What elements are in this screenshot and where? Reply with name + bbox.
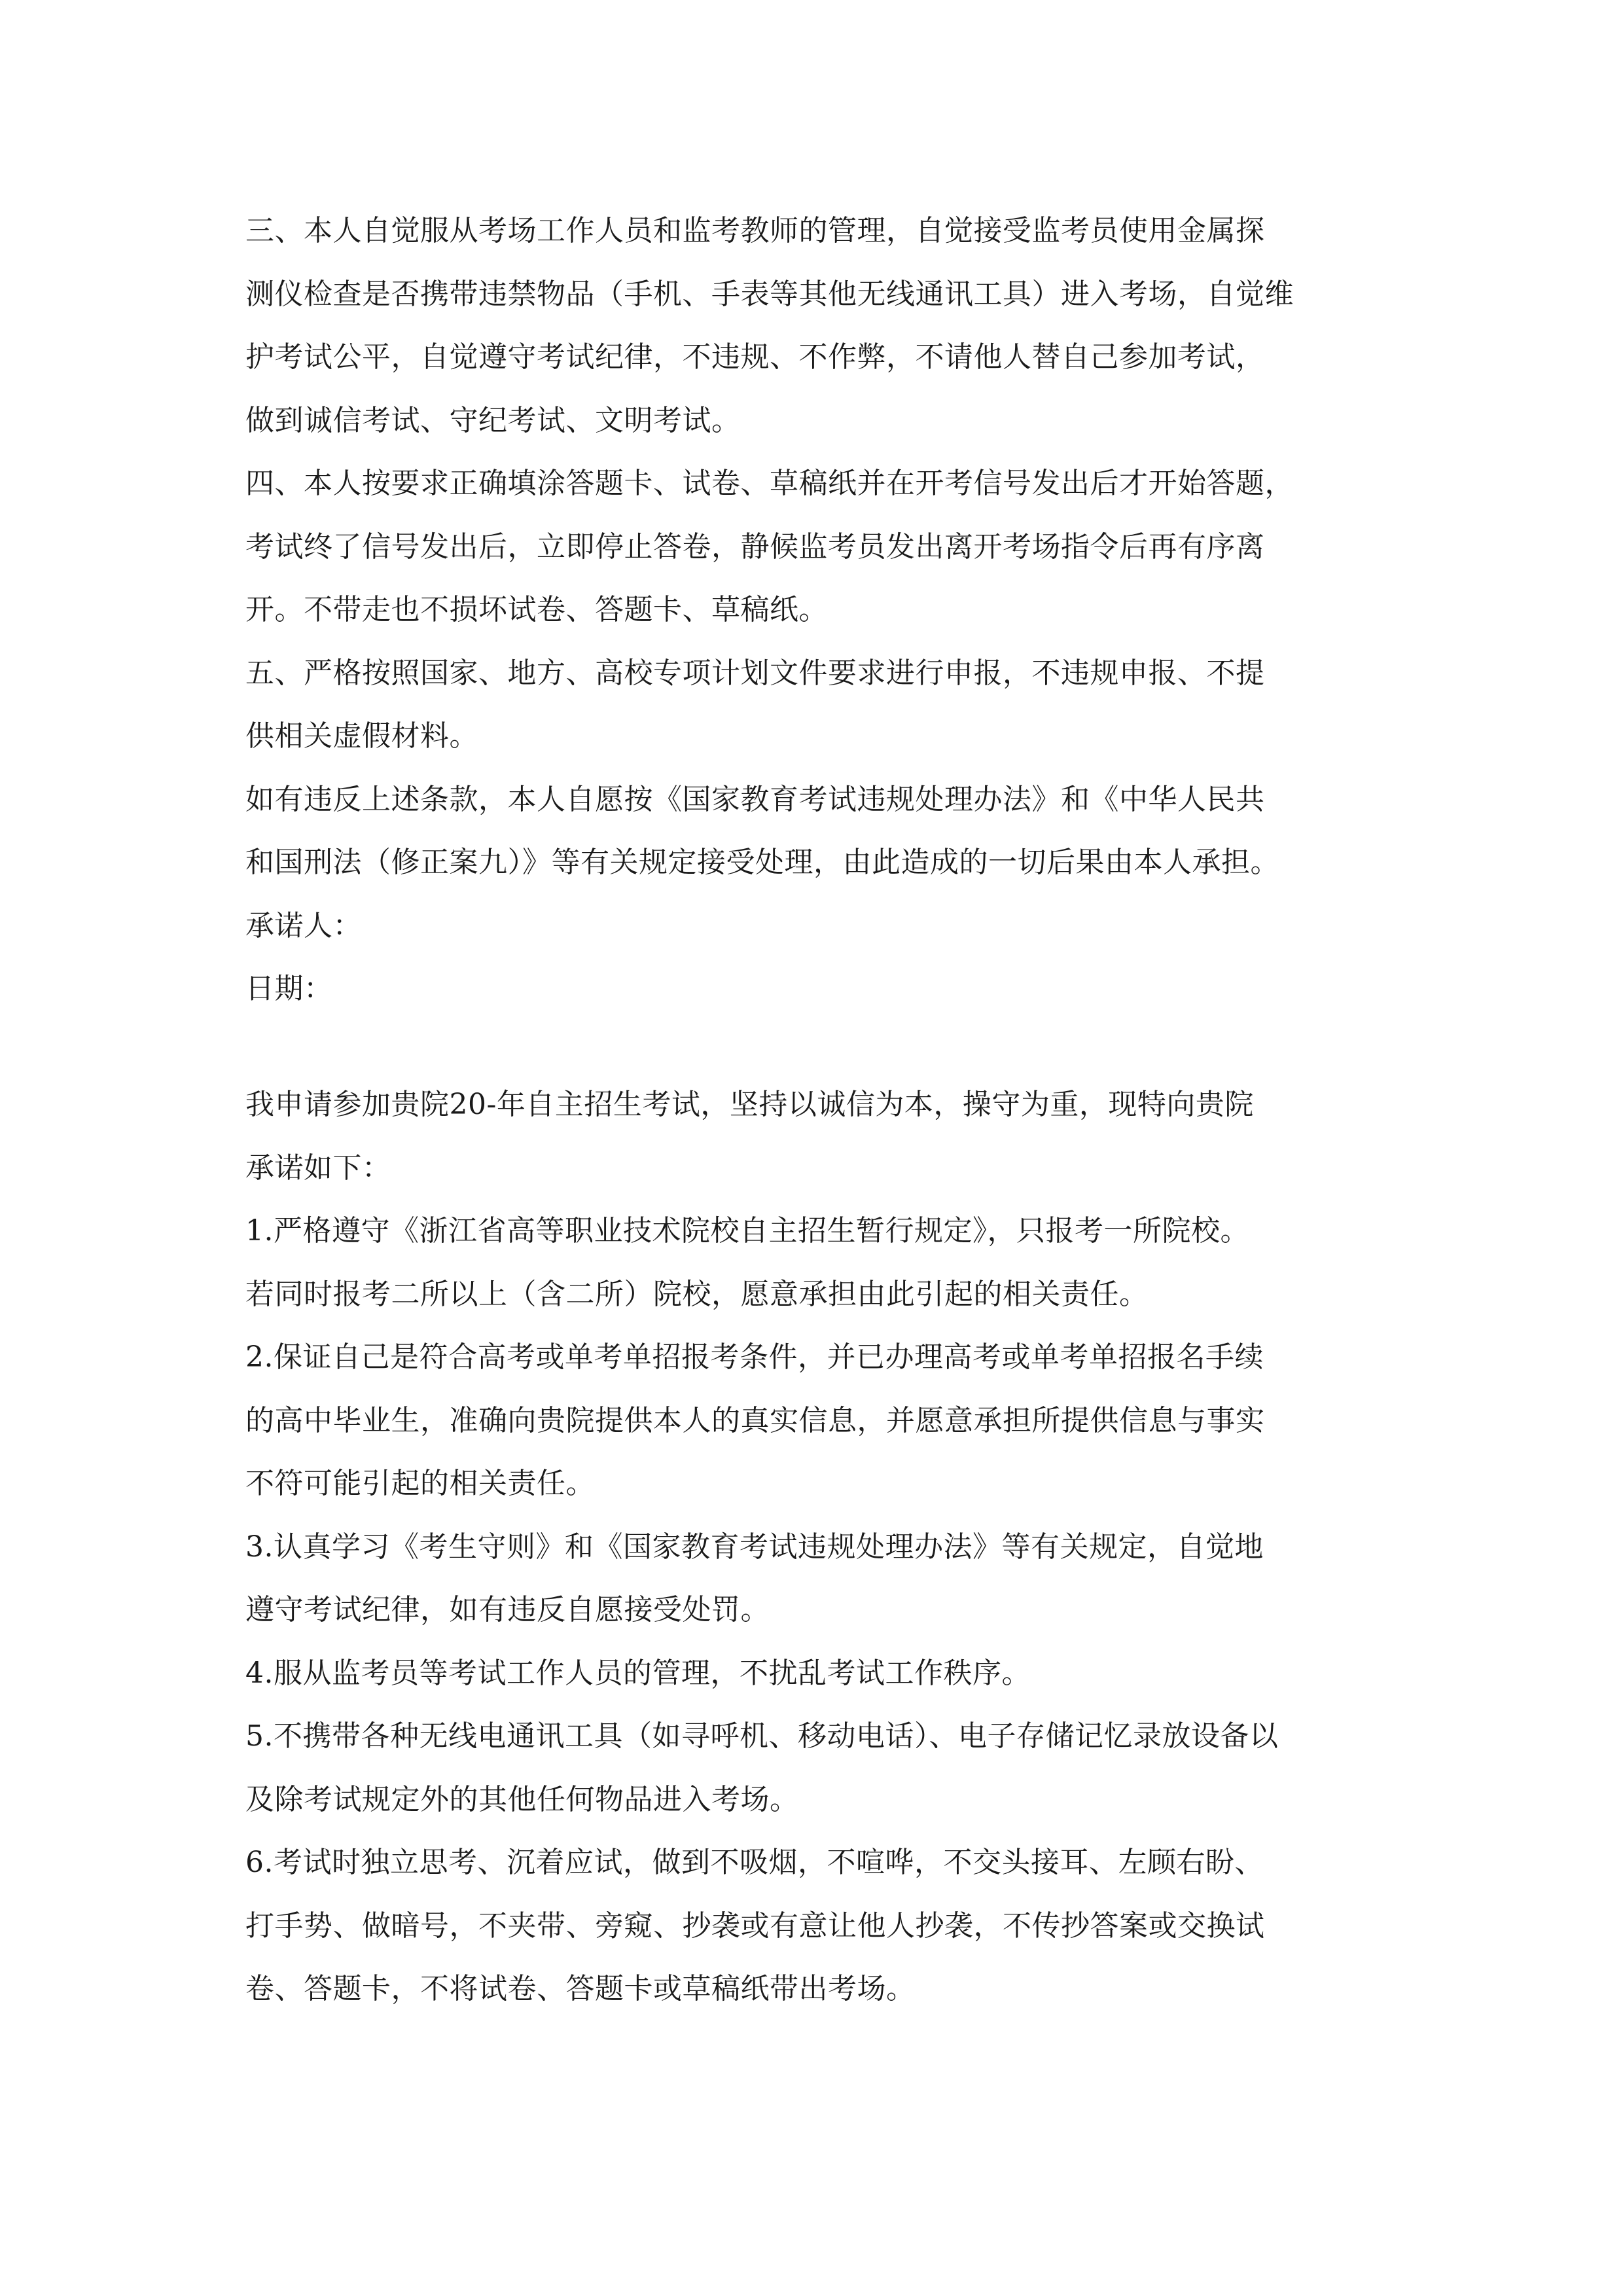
pledge-clauses-section [245,200,1391,1021]
text-line: 1.严格遵守《浙江省高等职业技术院校自主招生暂行规定》，只报考一所院校。 [245,1214,1249,1247]
date-label: 日期： [245,972,333,1005]
text-line: 做到诚信考试、守纪考试、文明考试。 [245,403,741,437]
text-line: 开。不带走也不损坏试卷、答题卡、草稿纸。 [245,593,828,626]
text-line: 承诺如下： [245,1151,391,1185]
text-line: 5.不携带各种无线电通讯工具（如寻呼机、移动电话）、电子存储记忆录放设备以 [245,1719,1279,1753]
text-line: 供相关虚假材料。 [245,719,478,753]
text-line: 如有违反上述条款，本人自愿按《国家教育考试违规处理办法》和《中华人民共 [245,782,1265,816]
text-line: 打手势、做暗号，不夹带、旁窥、抄袭或有意让他人抄袭，不传抄答案或交换试 [245,1909,1265,1943]
text-line: 2.保证自己是符合高考或单考单招报考条件，并已办理高考或单考单招报名手续 [245,1340,1264,1374]
text-line: 三、本人自觉服从考场工作人员和监考教师的管理，自觉接受监考员使用金属探 [245,214,1265,247]
signatory-label: 承诺人： [245,908,362,942]
text-line: 五、严格按照国家、地方、高校专项计划文件要求进行申报，不违规申报、不提 [245,656,1265,690]
text-line: 考试终了信号发出后，立即停止答卷，静候监考员发出离开考场指令后再有序离 [245,529,1265,564]
text-line: 四、本人按要求正确填涂答题卡、试卷、草稿纸并在开考信号发出后才开始答题， [245,467,1294,500]
text-line: 测仪检查是否携带违禁物品（手机、手表等其他无线通讯工具）进入考场，自觉维 [245,277,1294,311]
text-line: 的高中毕业生，准确向贵院提供本人的真实信息，并愿意承担所提供信息与事实 [245,1403,1265,1437]
text-line: 3.认真学习《考生守则》和《国家教育考试违规处理办法》等有关规定，自觉地 [245,1530,1264,1564]
text-line: 遵守考试纪律，如有违反自愿接受处罚。 [245,1593,770,1626]
text-line: 卷、答题卡，不将试卷、答题卡或草稿纸带出考场。 [245,1972,916,2005]
text-line: 护考试公平，自觉遵守考试纪律，不违规、不作弊，不请他人替自己参加考试， [245,340,1265,374]
text-line: 我申请参加贵院20-年自主招生考试，坚持以诚信为本，操守为重，现特向贵院 [245,1088,1254,1121]
text-line: 若同时报考二所以上（含二所）院校，愿意承担由此引起的相关责任。 [245,1277,1149,1311]
text-line: 及除考试规定外的其他任何物品进入考场。 [245,1782,799,1816]
text-line: 和国刑法（修正案九）》等有关规定接受处理，由此造成的一切后果由本人承担。 [245,846,1279,879]
text-line: 4.服从监考员等考试工作人员的管理，不扰乱考试工作秩序。 [245,1656,1031,1690]
text-line: 不符可能引起的相关责任。 [245,1467,595,1500]
application-pledge-section [245,1073,1391,2021]
text-line: 6.考试时独立思考、沉着应试，做到不吸烟，不喧哗，不交头接耳、左顾右盼、 [245,1846,1264,1879]
